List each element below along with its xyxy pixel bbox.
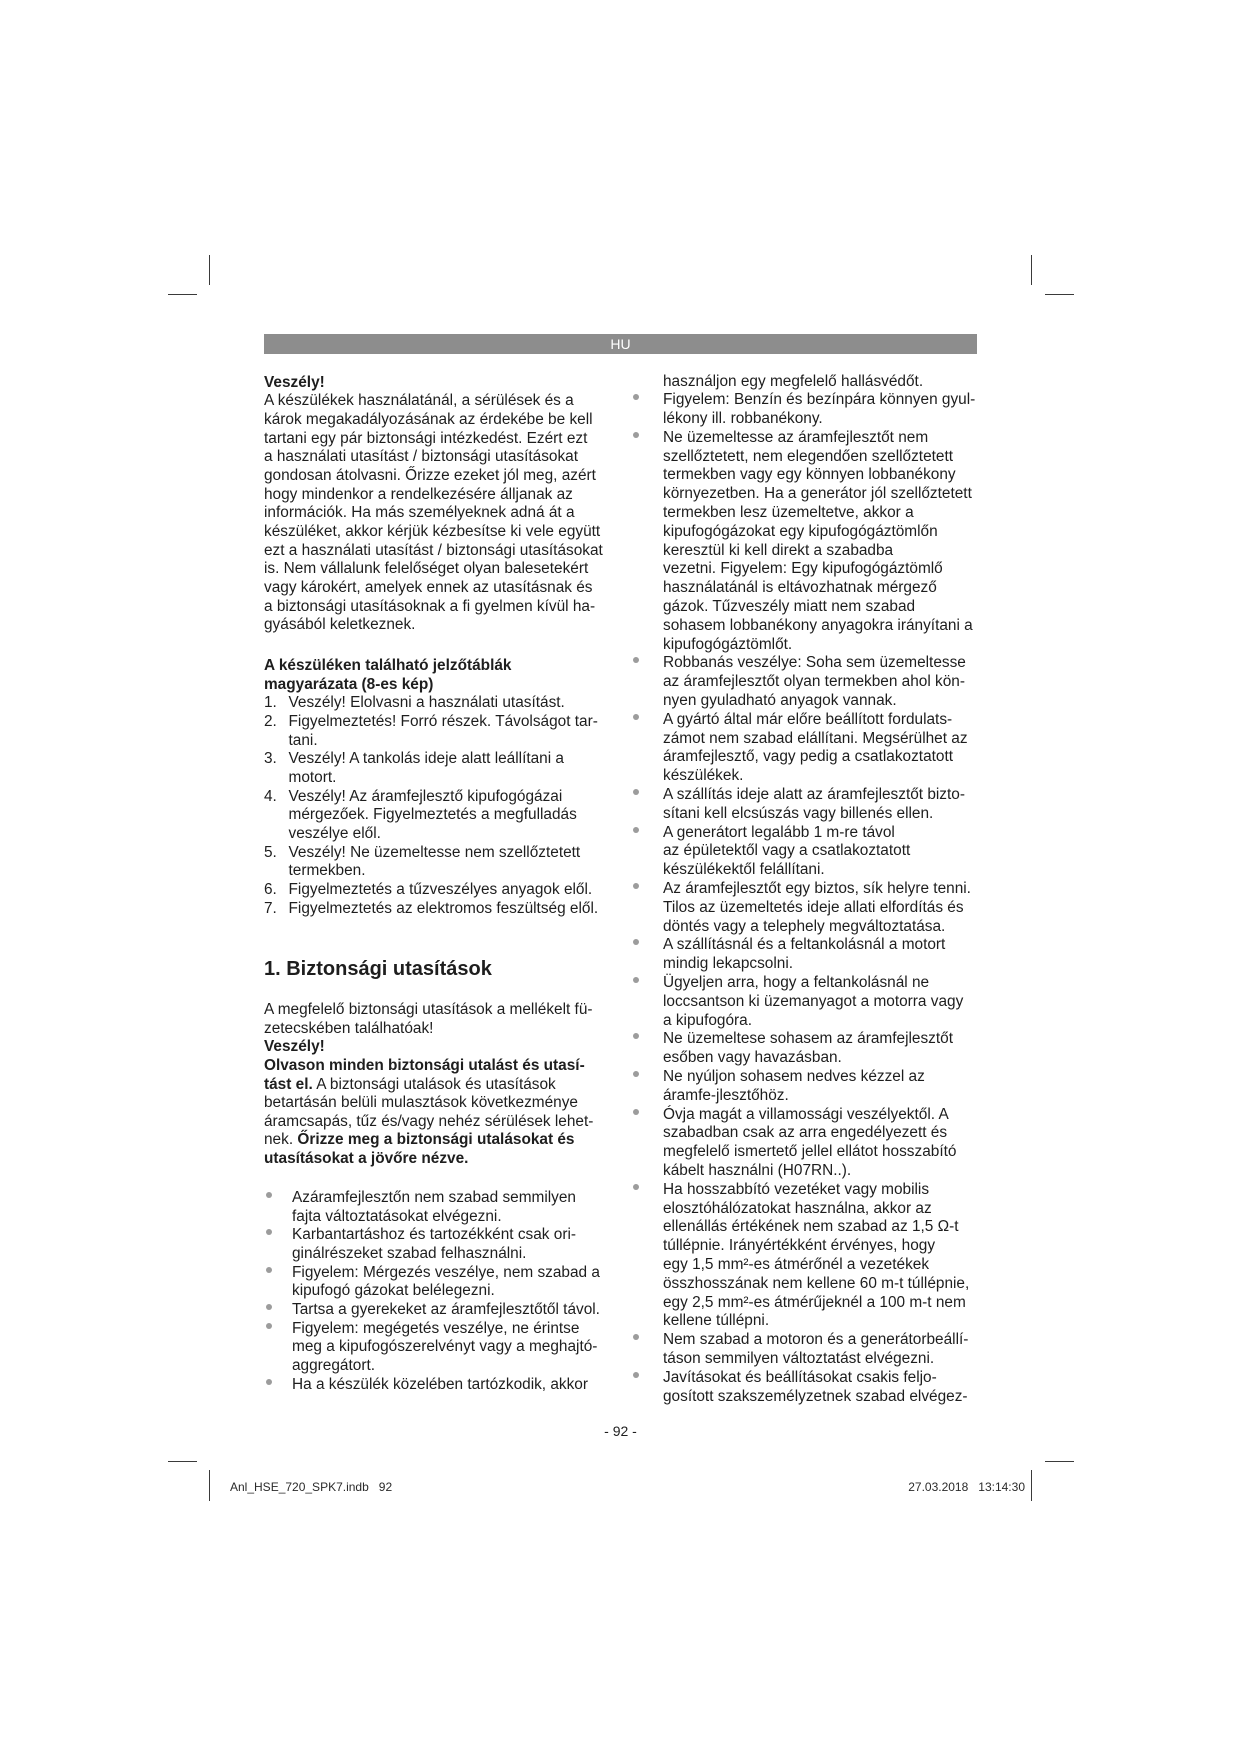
numbered-item (264, 694, 598, 713)
item-number: 1. (264, 694, 277, 712)
bullet-text-line: az épületektől vagy a csatlakoztatott (663, 842, 911, 860)
safety-warning-title: Veszély! (264, 1038, 325, 1056)
bullet-icon (633, 1109, 639, 1115)
intro-text-line: tartani egy pár biztonsági intézkedést. Ezért ezt (264, 429, 588, 447)
crop-mark (209, 1470, 210, 1501)
bullet-text-line: túllépnie. Irányértékként érvényes, hogy (663, 1237, 936, 1255)
bullet-icon (266, 1192, 272, 1198)
bullet-text-line: esőben vagy havazásban. (663, 1049, 842, 1067)
item-text-line: Veszély! Ne üzemeltesse nem szellőztetett (288, 843, 581, 861)
bullet-text-line: Karbantartáshoz és tartozékként csak ori- (292, 1226, 577, 1244)
bullet-text-line: kipufogógáztömlőt. (663, 635, 793, 653)
bullet-icon (633, 1033, 639, 1039)
signs-list (264, 694, 598, 918)
bullet-icon (266, 1267, 272, 1273)
footer-file-name: Anl_HSE_720_SPK7.indb 92 (230, 1480, 393, 1494)
safety-bold-line: utasításokat a jövőre nézve. (264, 1150, 469, 1168)
bullet-item (633, 1106, 975, 1181)
bullet-text-line: kellene túllépni. (663, 1312, 770, 1330)
bullet-text-line: A szállításnál és a feltankolásnál a motort (663, 936, 946, 954)
bullet-text-line: keresztül ki kell direkt a szabadba (663, 541, 894, 559)
crop-mark (1045, 294, 1074, 295)
intro-text-line: információk. Ha más személyeknek adná át a (264, 504, 575, 522)
bullet-text-line: környezetben. Ha a generátor jól szellőztetett (663, 485, 972, 503)
safety-text-line: zetecskében találhatóak! (264, 1019, 434, 1037)
bullet-icon (633, 394, 639, 400)
bullet-text-line: összhosszának nem kellene 60 m-t túllépnie, (663, 1274, 970, 1292)
bullet-item (633, 786, 975, 824)
bullet-text-line: lékony ill. robbanékony. (663, 410, 823, 428)
bullet-item (633, 1369, 975, 1407)
item-text-line: veszélye elől. (288, 825, 381, 842)
bullet-text-line: Ügyeljen arra, hogy a feltankolásnál ne (663, 974, 930, 991)
safety-mixed-line (264, 1131, 593, 1150)
bullet-text-line: Ha hosszabbító vezetéket vagy mobilis (663, 1180, 930, 1198)
bullet-item (633, 654, 975, 710)
bullet-text-line: Ha a készülék közelében tartózkodik, akkor (292, 1375, 588, 1393)
bullet-text-line: megfelelő ismertető jellel ellátot hosszabító (663, 1143, 957, 1161)
crop-mark (168, 1461, 197, 1462)
bullet-text-line: táson semmilyen változtatást elvégezni. (663, 1349, 935, 1367)
signs-title-line: magyarázata (8-es kép) (264, 675, 434, 693)
signs-explanation (264, 657, 598, 918)
bullet-icon (633, 827, 639, 833)
right-bullet-list (633, 391, 975, 1406)
safety-text-segment: nek. (264, 1131, 298, 1149)
item-text-line: Figyelmeztetés a tűzveszélyes anyagok elől. (288, 880, 593, 898)
bullet-text-line: az áramfejlesztőt olyan termekben ahol kön- (663, 673, 965, 691)
warning-title: Veszély! (264, 373, 325, 391)
bullet-text-line: nyen gyuladható anyagok vannak. (663, 692, 897, 710)
intro-text-line: készüléket, akkor kérjük kézbesítse ki vele együtt (264, 522, 601, 540)
bullet-item (633, 1331, 975, 1369)
bullet-text-line: A generátort legalább 1 m-re távol (663, 823, 895, 841)
item-number: 7. (264, 899, 277, 917)
bullet-text-line: Figyelem: Mérgezés veszélye, nem szabad a (292, 1263, 600, 1281)
bullet-icon (633, 1372, 639, 1378)
bullet-icon (266, 1379, 272, 1385)
bullet-text-line: gosított szakszemélyzetnek szabad elvégez- (663, 1387, 968, 1405)
bullet-item (633, 880, 975, 936)
bullet-text-line: loccsantson ki üzemanyagot a motorra vagy (663, 992, 964, 1010)
bullet-text-line: Ne üzemeltesse az áramfejlesztőt nem (663, 428, 929, 446)
item-text-line: Veszély! Az áramfejlesztő kipufogógázai (288, 787, 563, 805)
item-text-line: Veszély! A tankolás ideje alatt leállítani a (288, 750, 564, 768)
item-text-line: tani. (288, 731, 318, 749)
bullet-item (633, 974, 975, 1030)
bullet-text-line: döntés vagy a telephely megváltoztatása. (663, 917, 946, 935)
crop-mark (1045, 1461, 1074, 1462)
intro-text-line: károk megakadályozásának az érdekébe be kell (264, 411, 593, 428)
bullet-item (633, 391, 975, 429)
left-bullet-list (264, 1189, 600, 1394)
intro-text-line: a biztonsági utasításoknak a fi gyelmen kívül ha- (264, 597, 596, 615)
bullet-text-line: Az áramfejlesztőt egy biztos, sík helyre tenni. (663, 880, 971, 898)
bullet-text-line: vezetni. Figyelem: Egy kipufogógáztömlő (663, 560, 943, 578)
item-text-line: mérgezőek. Figyelmeztetés a megfulladás (288, 806, 577, 824)
bullet-item (264, 1376, 600, 1395)
numbered-item (264, 788, 598, 844)
safety-text-line: betartásán belüli mulasztások következménye (264, 1094, 578, 1112)
item-number: 3. (264, 750, 277, 768)
bullet-item (264, 1189, 600, 1226)
item-number: 2. (264, 713, 277, 731)
signs-title-line: A készüléken található jelzőtáblák (264, 657, 512, 675)
bullet-item (633, 1030, 975, 1068)
language-header-bar (264, 334, 977, 354)
intro-text-line: is. Nem vállalunk felelőséget olyan balesetekért (264, 560, 589, 578)
bullet-icon (266, 1229, 272, 1235)
language-code: HU (610, 336, 631, 352)
continued-text-line: használjon egy megfelelő hallásvédőt. (663, 372, 924, 390)
bullet-text-line: elosztóhálózatokat használna, akkor az (663, 1199, 932, 1217)
bullet-text-line: egy 1,5 mm²-es átmérőnél a vezetékek (663, 1255, 930, 1273)
crop-mark (209, 255, 210, 285)
bullet-icon (266, 1323, 272, 1329)
bullet-text-line: ginálrészeket szabad felhasználni. (292, 1245, 527, 1263)
bullet-text-line: ellenállás értékének nem szabad az 1,5 Ω-t (663, 1218, 959, 1236)
bullet-item (264, 1226, 600, 1263)
bullet-text-line: áramfe-jlesztőhöz. (663, 1086, 789, 1104)
bullet-text-line: készülékek. (663, 767, 744, 785)
bullet-icon (633, 883, 639, 889)
safety-intro (264, 1001, 593, 1169)
bullet-item (633, 824, 975, 880)
bullet-icon (633, 1184, 639, 1190)
bullet-text-line: Javításokat és beállításokat csakis feljo- (663, 1368, 937, 1386)
bullet-text-line: Nem szabad a motoron és a generátorbeállí- (663, 1331, 969, 1349)
bullet-text-line: áramfejlesztő, vagy pedig a csatlakoztatott (663, 748, 954, 766)
bullet-text-line: szabadban csak az arra engedélyezett és (663, 1124, 948, 1142)
intro-text-line: gondosan átolvasni. Őrizze ezeket jól meg, azért (264, 466, 596, 484)
bullet-icon (266, 1304, 272, 1310)
right-column-content (633, 373, 975, 1407)
crop-mark (1031, 255, 1032, 285)
intro-text-line: a használati utasítást / biztonsági utasításokat (264, 448, 578, 466)
numbered-item (264, 750, 598, 787)
bullet-text-line: a kipufogóra. (663, 1011, 752, 1029)
item-text-line: Figyelmeztetés az elektromos feszültség elől. (288, 899, 599, 917)
bullet-icon (633, 657, 639, 663)
bullet-icon (633, 1071, 639, 1077)
intro-text-line: ezt a használati utasítást / biztonsági utasításokat (264, 541, 603, 559)
page-number: - 92 - (604, 1423, 637, 1439)
item-number: 4. (264, 787, 277, 805)
safety-mixed-line (264, 1076, 593, 1095)
item-text-line: termekben. (288, 862, 366, 880)
bullet-icon (633, 977, 639, 983)
bullet-text-line: zámot nem szabad elállítani. Megsérülhet az (663, 729, 968, 747)
bullet-text-line: fajta változtatásokat elvégezni. (292, 1207, 502, 1225)
item-text-line: Figyelmeztetés! Forró részek. Távolságot tar- (288, 713, 598, 731)
bullet-text-line: kipufogógázokat egy kipufogógáztömlőn (663, 522, 938, 540)
bullet-item (264, 1301, 600, 1320)
safety-text-segment: A biztonsági utalások és utasítások (312, 1075, 556, 1093)
warning-intro (264, 374, 603, 635)
bullet-item (633, 936, 975, 974)
bullet-item (633, 711, 975, 786)
bullet-text-line: Tartsa a gyerekeket az áramfejlesztőtől távol. (292, 1301, 600, 1319)
bullet-text-line: Azáramfejlesztőn nem szabad semmilyen (292, 1189, 576, 1207)
bullet-text-line: sohasem lobbanékony anyagokra irányítani a (663, 616, 973, 634)
bullet-text-line: mindig lekapcsolni. (663, 955, 794, 973)
crop-mark (168, 294, 197, 295)
item-text-line: motort. (288, 769, 337, 787)
bullet-text-line: termekben lesz üzemeltetve, akkor a (663, 504, 914, 522)
bullet-text-line: kipufogó gázokat belélegezni. (292, 1282, 495, 1300)
safety-text-line: A megfelelő biztonsági utasítások a mellékelt fü- (264, 1000, 593, 1018)
bullet-text-line: sítani kell elcsúszás vagy billenés ellen. (663, 804, 934, 822)
bullet-item (633, 1068, 975, 1106)
safety-text-line: áramcsapás, tűz és/vagy nehéz sérülések lehet- (264, 1112, 594, 1130)
bullet-item (633, 429, 975, 655)
intro-text-line: hogy mindenkor a rendelkezésére álljanak az (264, 485, 573, 503)
item-number: 6. (264, 880, 277, 898)
bullet-item (264, 1264, 600, 1301)
crop-mark (1031, 1470, 1032, 1501)
safety-bold-segment: tást el. (264, 1075, 313, 1093)
bullet-item (633, 1181, 975, 1331)
bullet-text-line: szellőztetett, nem elegendően szellőztetett (663, 447, 954, 465)
bullet-text-line: Robbanás veszélye: Soha sem üzemeltesse (663, 654, 966, 672)
safety-bold-segment: Őrizze meg a biztonsági utalásokat és (297, 1131, 575, 1149)
bullet-text-line: Figyelem: Benzín és bezínpára könnyen gyul- (663, 391, 976, 409)
intro-text-line: A készülékek használatánál, a sérülések és a (264, 392, 574, 410)
bullet-text-line: készülékektől felállítani. (663, 861, 825, 879)
numbered-item (264, 844, 598, 881)
bullet-text-line: A szállítás ideje alatt az áramfejlesztőt bizto- (663, 786, 965, 804)
numbered-item (264, 900, 598, 919)
item-text-line: Veszély! Elolvasni a használati utasítást. (288, 694, 565, 712)
bullet-text-line: Óvja magát a villamossági veszélyektől. A (663, 1105, 949, 1123)
bullet-text-line: Figyelem: megégetés veszélye, ne érintse (292, 1319, 580, 1337)
bullet-icon (633, 789, 639, 795)
bullet-icon (633, 939, 639, 945)
bullet-icon (633, 432, 639, 438)
bullet-item (264, 1320, 600, 1376)
bullet-icon (633, 714, 639, 720)
section-title: 1. Biztonsági utasítások (264, 957, 492, 980)
bullet-text-line: meg a kipufogószerelvényt vagy a meghajtó- (292, 1338, 598, 1356)
intro-text (264, 392, 603, 635)
bullet-icon (633, 1334, 639, 1340)
bullet-text-line: aggregátort. (292, 1357, 375, 1374)
bullet-text-line: használatánál is eltávozhatnak mérgező (663, 579, 937, 597)
intro-text-line: vagy károkért, amelyek ennek az utasításnak és (264, 578, 593, 596)
bullet-text-line: egy 2,5 mm²-es átmérűjeknél a 100 m-t nem (663, 1293, 966, 1311)
bullet-text-line: termekben vagy egy könnyen lobbanékony (663, 466, 956, 484)
numbered-item (264, 881, 598, 900)
safety-bold-line: Olvason minden biztonsági utalást és utasí- (264, 1056, 585, 1074)
footer-timestamp: 27.03.2018 13:14:30 (908, 1480, 1025, 1494)
bullet-text-line: kábelt használni (H07RN..). (663, 1161, 852, 1179)
item-number: 5. (264, 843, 277, 861)
bullet-text-line: Ne üzemeltese sohasem az áramfejlesztőt (663, 1030, 953, 1048)
numbered-item (264, 713, 598, 750)
bullet-text-line: Ne nyúljon sohasem nedves kézzel az (663, 1067, 925, 1085)
intro-text-line: gyásából keletkeznek. (264, 616, 416, 634)
bullet-text-line: Tilos az üzemeltetés ideje allati elfordítás és (663, 898, 964, 916)
bullet-text-line: gázok. Tűzveszély miatt nem szabad (663, 598, 916, 616)
bullet-text-line: A gyártó által már előre beállított fordulats- (663, 710, 953, 728)
